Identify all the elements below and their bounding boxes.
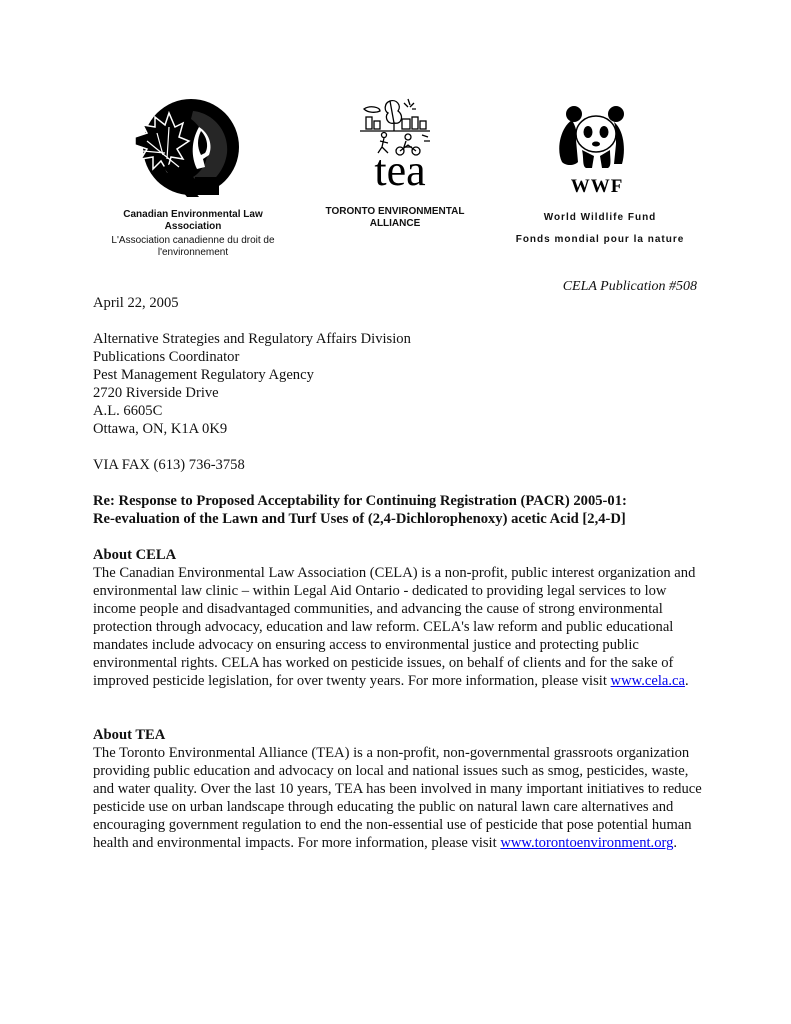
letter-date: April 22, 2005 — [93, 295, 179, 311]
tea-website-link[interactable]: www.torontoenvironment.org — [500, 835, 674, 851]
about-cela-text: The Canadian Environmental Law Association (CELA) is a non-profit, public interest organization and environmental law clinic – within Legal Aid Ontario - dedicated to providing legal services to low income people and disadvantaged communities, and advancing the cause of strong environmental protection through advocacy, education and law reform. CELA's law reform and public educational mandates include advocacy on ensuring access to environmental justice and protecting public environmental rights. CELA has worked on pesticide issues, on behalf of clients and for the sake of improved pesticide legislation, for over twenty years. For more information, please visit — [93, 565, 696, 689]
address-line: 2720 Riverside Drive — [93, 385, 219, 401]
cela-website-link[interactable]: www.cela.ca — [610, 673, 685, 689]
about-cela-tail: . — [684, 673, 689, 689]
cela-caption — [108, 209, 278, 259]
panda-icon — [552, 100, 642, 195]
address-line: A.L. 6605C — [93, 403, 163, 419]
address-line: Pest Management Regulatory Agency — [93, 367, 314, 383]
about-tea-text: The Toronto Environmental Alliance (TEA) is a non-profit, non-governmental grassroots organization providing public education and advocacy on local and national issues such as smog, pesticides, waste, and water quality. Over the last 10 years, TEA has been involved in many important initiatives to reduce pesticide use on urban landscape through educating the public on natural lawn care alternatives and encouraging government regulation to end the non-essential use of pesticide that pose potential human health and environmental impacts. For more information, please visit — [93, 745, 702, 851]
address-line: Ottawa, ON, K1A 0K9 — [93, 421, 228, 437]
address-line: Alternative Strategies and Regulatory Affairs Division — [93, 331, 411, 347]
wwf-wordmark: WWF — [570, 176, 624, 195]
about-cela-heading: About CELA — [93, 547, 177, 563]
cela-logo-icon — [133, 97, 241, 200]
recipient-address — [93, 330, 703, 438]
fax-line: VIA FAX (613) 736-3758 — [93, 457, 245, 473]
subject-line — [93, 492, 703, 528]
tea-logo-icon — [350, 95, 450, 190]
tea-name: TORONTO ENVIRONMENTAL ALLIANCE — [325, 206, 465, 229]
cela-name-en: Canadian Environmental Law Association — [123, 209, 263, 232]
about-tea-tail: . — [673, 835, 678, 851]
about-tea-heading: About TEA — [93, 727, 166, 743]
wwf-name-fr: Fonds mondial pour la nature — [515, 234, 685, 245]
about-tea-body — [93, 744, 703, 852]
subject-line-1: Re: Response to Proposed Acceptability for Continuing Registration (PACR) 2005-01: — [93, 493, 627, 509]
tea-wordmark: tea — [374, 146, 426, 190]
cela-name-fr: L'Association canadienne du droit de l'environnement — [111, 235, 275, 258]
about-cela-section — [93, 546, 703, 690]
wwf-name-en: World Wildlife Fund — [543, 212, 657, 223]
subject-line-2: Re-evaluation of the Lawn and Turf Uses of (2,4-Dichlorophenoxy) acetic Acid [2,4-D] — [93, 511, 626, 527]
about-tea-section — [93, 726, 703, 852]
address-line: Publications Coordinator — [93, 349, 240, 365]
publication-number: CELA Publication #508 — [562, 279, 697, 294]
wwf-logo — [552, 100, 642, 195]
about-cela-body — [93, 564, 703, 690]
